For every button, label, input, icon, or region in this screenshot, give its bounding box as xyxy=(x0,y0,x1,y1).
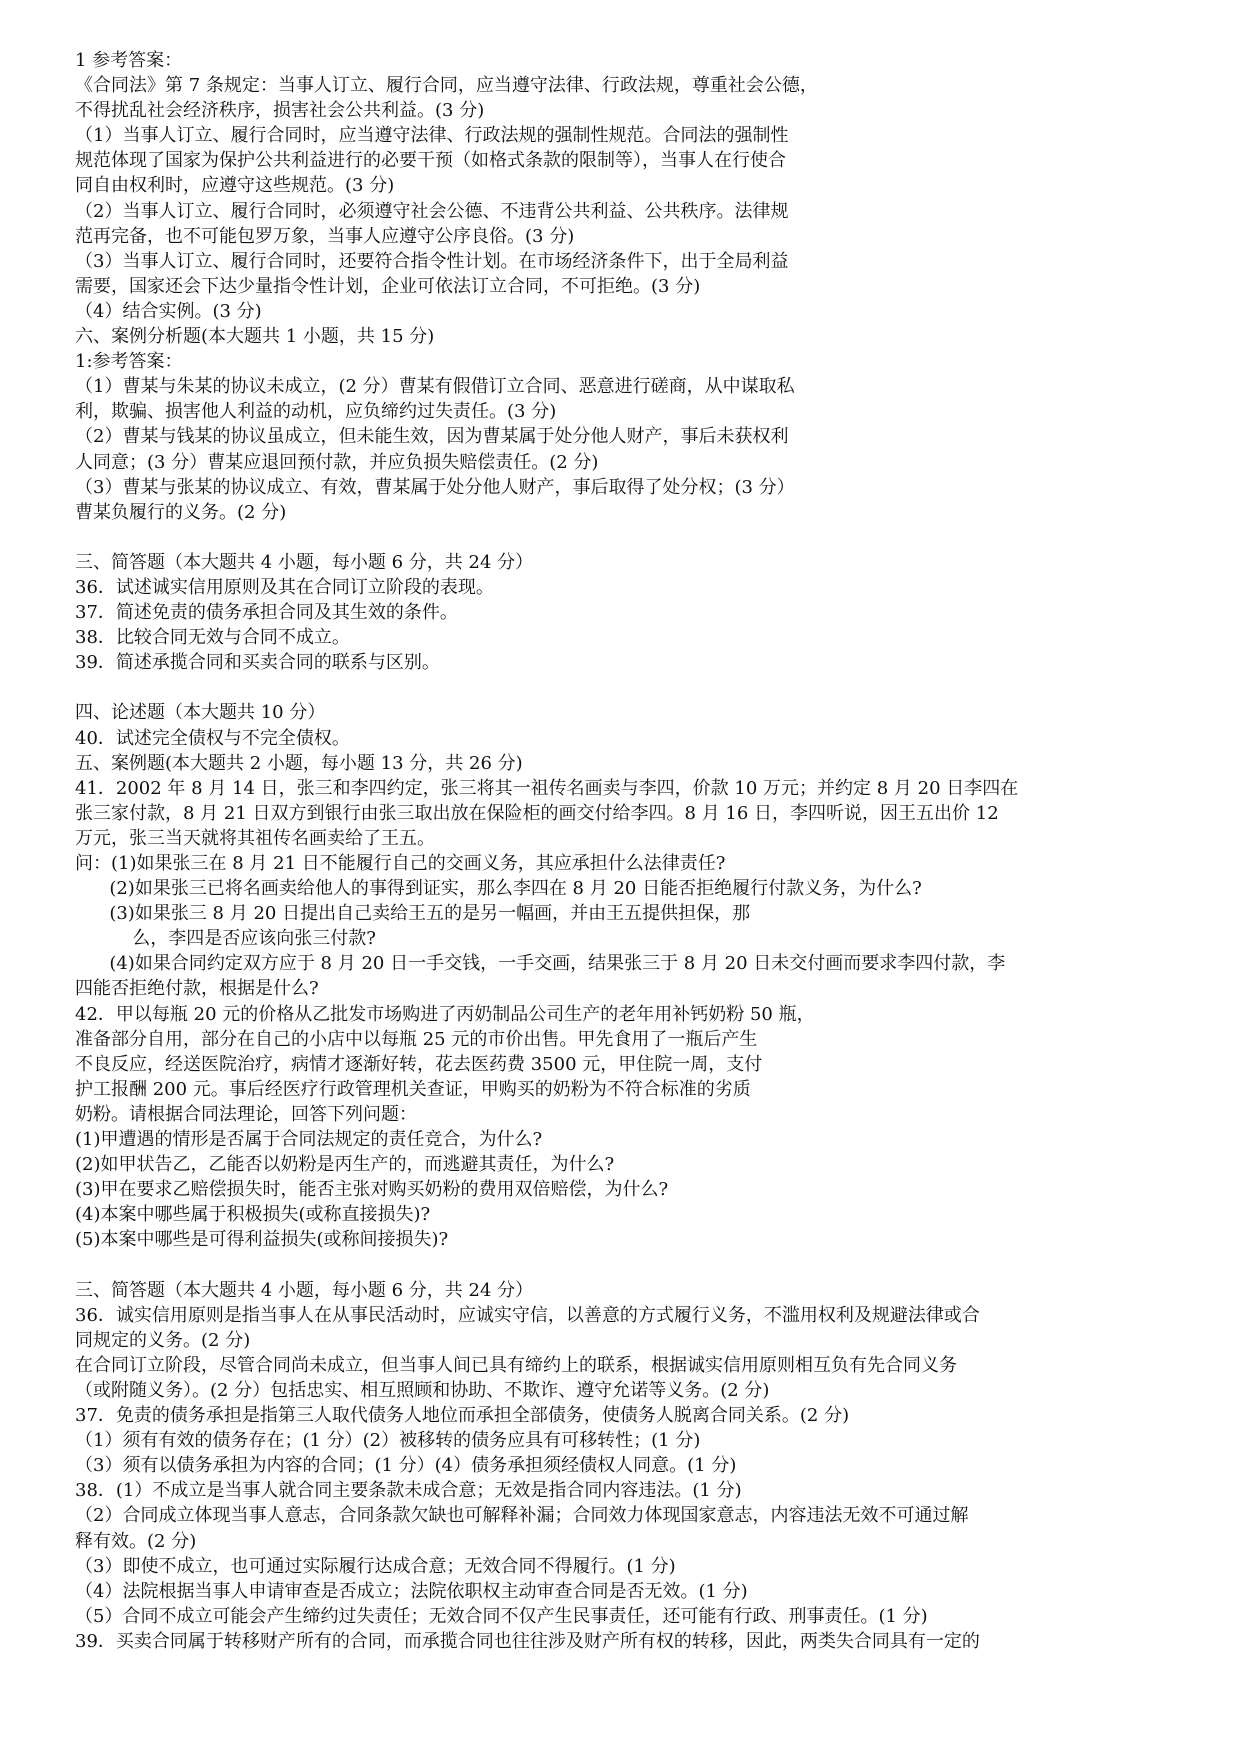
text-line: 问：(1)如果张三在 8 月 21 日不能履行自己的交画义务，其应承担什么法律责任? xyxy=(75,853,726,874)
blank-line xyxy=(75,525,1181,550)
text-line: （3）即使不成立，也可通过实际履行达成合意；无效合同不得履行。(1 分) xyxy=(75,1555,676,1577)
text-line: 张三家付款，8 月 21 日双方到银行由张三取出放在保险柜的画交付给李四。8 月 16 日，李四听说，因王五出价 12 xyxy=(75,802,999,824)
text-line: 五、案例题(本大题共 2 小题，每小题 13 分，共 26 分) xyxy=(75,752,523,774)
text-line: 37．免责的债务承担是指第三人取代债务人地位而承担全部债务，使债务人脱离合同关系。(2 分) xyxy=(75,1405,850,1427)
text-line: 不得扰乱社会经济秩序，损害社会公共利益。(3 分) xyxy=(75,100,485,122)
text-line: (5)本案中哪些是可得利益损失(或称间接损失)? xyxy=(75,1229,449,1251)
text-line: 39．简述承揽合同和买卖合同的联系与区别。 xyxy=(75,652,440,674)
text-line: 四、论述题（本大题共 10 分） xyxy=(75,702,326,724)
text-line: (2)如甲状告乙，乙能否以奶粉是丙生产的，而逃避其责任，为什么? xyxy=(75,1154,615,1176)
text-line: （3）须有以债务承担为内容的合同；(1 分）(4）债务承担须经债权人同意。(1 分) xyxy=(75,1455,737,1477)
text-line: 释有效。(2 分) xyxy=(75,1530,197,1552)
text-line: 1:参考答案： xyxy=(75,351,183,373)
text-line: 同规定的义务。(2 分) xyxy=(75,1329,251,1351)
text-line: 奶粉。请根据合同法理论，回答下列问题： xyxy=(75,1103,417,1125)
text-line: (1)甲遭遇的情形是否属于合同法规定的责任竞合，为什么? xyxy=(75,1129,543,1151)
text-line: 六、案例分析题(本大题共 1 小题，共 15 分) xyxy=(75,326,435,348)
text-line: 范再完备，也不可能包罗万象，当事人应遵守公序良俗。(3 分) xyxy=(75,225,575,247)
text-line: 39．买卖合同属于转移财产所有的合同，而承揽合同也往往涉及财产所有权的转移，因此，两类失合同具有一定的 xyxy=(75,1630,980,1652)
text-line: （1）当事人订立、履行合同时，应当遵守法律、行政法规的强制性规范。合同法的强制性 xyxy=(75,125,789,147)
text-line: （1）曹某与朱某的协议未成立，(2 分）曹某有假借订立合同、恶意进行磋商，从中谋取私 xyxy=(75,376,795,398)
text-line: 护工报酬 200 元。事后经医疗行政管理机关查证，甲购买的奶粉为不符合标准的劣质 xyxy=(75,1078,751,1100)
text-line: 需要，国家还会下达少量指令性计划，企业可依法订立合同，不可拒绝。(3 分) xyxy=(75,275,701,297)
text-line: (3)甲在要求乙赔偿损失时，能否主张对购买奶粉的费用双倍赔偿，为什么? xyxy=(75,1179,669,1201)
text-line: 1 参考答案： xyxy=(75,50,183,71)
text-line: 三、简答题（本大题共 4 小题，每小题 6 分，共 24 分） xyxy=(75,1279,534,1301)
text-line: 利，欺骗、损害他人利益的动机，应负缔约过失责任。(3 分) xyxy=(75,401,557,423)
text-line: 同自由权利时，应遵守这些规范。(3 分) xyxy=(75,175,395,197)
text-line: 36．试述诚实信用原则及其在合同订立阶段的表现。 xyxy=(75,576,494,598)
text-line: （2）合同成立体现当事人意志，合同条款欠缺也可解释补漏；合同效力体现国家意志，内容违法无效不可通过解 xyxy=(75,1505,969,1527)
text-line: 在合同订立阶段，尽管合同尚未成立，但当事人间已具有缔约上的联系，根据诚实信用原则相互负有先合同义务 xyxy=(75,1354,957,1376)
text-line: 40．试述完全债权与不完全债权。 xyxy=(75,727,350,749)
blank-line xyxy=(75,675,1181,700)
text-line: 37．简述免责的债务承担合同及其生效的条件。 xyxy=(75,602,458,624)
text-line: 42．甲以每瓶 20 元的价格从乙批发市场购进了丙奶制品公司生产的老年用补钙奶粉 50 瓶， xyxy=(75,1003,815,1025)
text-line: 准备部分自用，部分在自己的小店中以每瓶 25 元的市价出售。甲先食用了一瓶后产生 xyxy=(75,1028,758,1050)
text-line: 四能否拒绝付款，根据是什么? xyxy=(75,978,319,1000)
text-line: 么，李四是否应该向张三付款? xyxy=(75,928,376,950)
text-line: 41．2002 年 8 月 14 日，张三和李四约定，张三将其一祖传名画卖与李四，价款 10 万元；并约定 8 月 20 日李四在 xyxy=(75,777,1019,799)
text-line: （3）曹某与张某的协议成立、有效，曹某属于处分他人财产，事后取得了处分权；(3 分） xyxy=(75,476,795,498)
text-line: （3）当事人订立、履行合同时，还要符合指令性计划。在市场经济条件下，出于全局利益 xyxy=(75,250,789,272)
text-line: （1）须有有效的债务存在；(1 分）(2）被移转的债务应具有可移转性；(1 分) xyxy=(75,1430,701,1452)
text-line: 38．比较合同无效与合同不成立。 xyxy=(75,627,350,649)
text-line: (4)本案中哪些属于积极损失(或称直接损失)? xyxy=(75,1204,431,1226)
text-line: 三、简答题（本大题共 4 小题，每小题 6 分，共 24 分） xyxy=(75,551,534,573)
text-line: 不良反应，经送医院治疗，病情才逐渐好转，花去医药费 3500 元，甲住院一周，支付 xyxy=(75,1053,763,1075)
text-line: （或附随义务）。(2 分）包括忠实、相互照顾和协助、不欺诈、遵守允诺等义务。(2 分) xyxy=(75,1379,770,1401)
text-line: (3)如果张三 8 月 20 日提出自己卖给王五的是另一幅画，并由王五提供担保，那 xyxy=(75,903,751,925)
text-line: (2)如果张三已将名画卖给他人的事得到证实，那么李四在 8 月 20 日能否拒绝履行付款义务，为什么? xyxy=(75,878,922,900)
text-line: （2）曹某与钱某的协议虽成立，但未能生效，因为曹某属于处分他人财产，事后未获权利 xyxy=(75,426,789,448)
text-line: (4)如果合同约定双方应于 8 月 20 日一手交钱，一手交画，结果张三于 8 月 20 日未交付画而要求李四付款，李 xyxy=(75,953,1006,975)
text-line: 曹某负履行的义务。(2 分) xyxy=(75,501,287,523)
text-line: （5）合同不成立可能会产生缔约过失责任；无效合同不仅产生民事责任，还可能有行政、刑事责任。(1 分) xyxy=(75,1605,928,1627)
text-line: （2）当事人订立、履行合同时，必须遵守社会公德、不违背公共利益、公共秩序。法律规 xyxy=(75,200,789,222)
text-line: 万元，张三当天就将其祖传名画卖给了王五。 xyxy=(75,827,435,849)
text-line: 36．诚实信用原则是指当事人在从事民活动时，应诚实守信，以善意的方式履行义务，不滥用权利及规避法律或合 xyxy=(75,1304,980,1326)
blank-line xyxy=(75,1253,1181,1278)
text-line: 《合同法》第 7 条规定：当事人订立、履行合同，应当遵守法律、行政法规，尊重社会公德， xyxy=(75,75,818,97)
text-line: 人同意；(3 分）曹某应退回预付款，并应负损失赔偿责任。(2 分) xyxy=(75,451,599,473)
text-line: 规范体现了国家为保护公共利益进行的必要干预（如格式条款的限制等），当事人在行使合 xyxy=(75,150,786,172)
text-line: 38．(1）不成立是当事人就合同主要条款未成合意；无效是指合同内容违法。(1 分) xyxy=(75,1480,742,1502)
text-line: （4）法院根据当事人申请审查是否成立；法院依职权主动审查合同是否无效。(1 分) xyxy=(75,1580,748,1602)
text-line: （4）结合实例。(3 分) xyxy=(75,300,262,322)
